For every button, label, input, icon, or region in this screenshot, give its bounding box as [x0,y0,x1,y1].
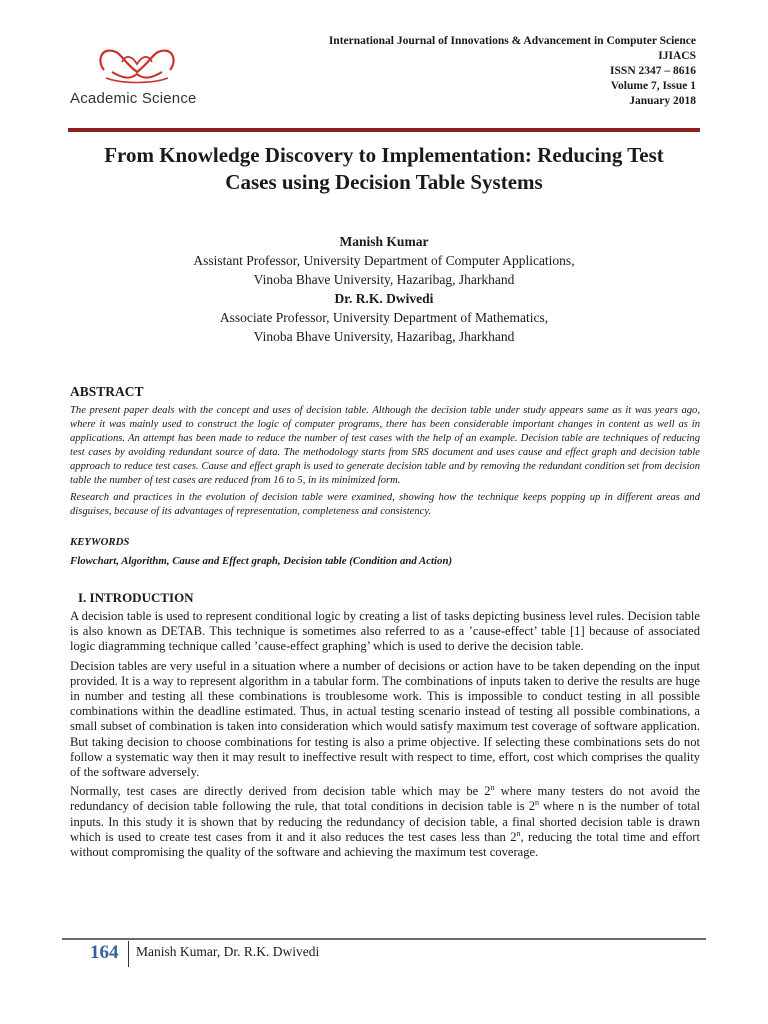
abstract-paragraph: Research and practices in the evolution of decision table were examined, showing how the technique keeps popping up in different areas and disguises, because of its advantages of representation, completeness and consistency. [70,492,700,518]
introduction-heading: I. INTRODUCTION [78,590,194,605]
journal-volume: Volume 7, Issue 1 [610,80,696,92]
author-affiliation: Associate Professor, University Department of Mathematics, [219,310,549,325]
journal-abbrev: IJIACS [658,50,696,62]
logo-text: Academic Science [70,90,197,107]
author-name: Manish Kumar [339,234,429,249]
superscript: n [490,783,495,793]
author-name: Dr. R.K. Dwivedi [334,291,434,306]
header-divider [68,128,700,132]
title-line-1: From Knowledge Discovery to Implementation: Reducing Test [104,143,664,167]
page-number: 164 [90,942,119,963]
author-institution: Vinoba Bhave University, Hazaribag, Jharkhand [253,272,515,287]
paper-title [60,142,708,196]
intro-paragraph: Decision tables are very useful in a situation where a number of decisions or action have to be taken depending on the input provided. It is a way to represent algorithm in a tabular form. The combinations of inputs taken to derive the results are huge in number and testing all these combinations is troublesome work. This is impossible to conduct testing in all possible combinations within the deadline estimated. Thus, in actual testing scenario instead of testing all possible combinations, a small subset of combination is taken into consideration which would satisfy maximum test coverage of software application. But taking decision to choose combinations for testing is also a prime objective. If selecting these combinations sets do not follow a systematic way then it may result to ineffective result with respect to time, effort, cost which comprises the quality of the software adversely. [70,658,700,780]
abstract-body [70,404,700,519]
journal-info [329,34,696,109]
superscript: n [516,828,521,838]
footer-authors: Manish Kumar, Dr. R.K. Dwivedi [136,944,320,959]
text-run: where n is the number of total inputs. In this study it is shown that by reducing the redundancy of decision table, a final shorted decision table is drawn which is used to create test cases from it and it also reduces the test cases less than 2 [70,799,700,844]
text-run: , reducing the total time and effort without compromising the quality of the software and achieving the maximum test coverage. [70,829,700,860]
footer-separator [128,941,129,967]
text-run: Normally, test cases are directly derived from decision table which may be 2 [70,784,491,799]
author-block [60,232,708,346]
abstract-paragraph: The present paper deals with the concept and uses of decision table. Although the decision table under study appears same as it was years ago, where it was mainly used to construct the logic of computer programs, there has been considerable important changes in content as well as in applications. An attempt has been made to reduce the number of test cases with the help of an example. Decision table are techniques of reducing test cases by avoiding redundant source of data. The methodology starts from SRS document and uses cause and effect graph and decision table approach to reduce test cases. Cause and effect graph is used to generate decision table and by removing the redundant condition set from decision table the number of test cases are reduced from 16 to 5, in its minimized form. [70,405,700,486]
academic-science-logo [70,42,220,112]
intro-paragraph: A decision table is used to represent conditional logic by creating a list of tasks depicting business level rules. Decision table is also known as DETAB. This technique is sometimes also referred to as a ’cause-effect’ table [1] because of associated logic diagramming technique called ’cause-effect graphing’ which is used to derive the decision table. [70,609,700,654]
keywords-text: Flowchart, Algorithm, Cause and Effect graph, Decision table (Condition and Action) [70,555,453,567]
abstract-heading: ABSTRACT [70,384,144,399]
journal-name: International Journal of Innovations & Advancement in Computer Science [328,35,696,47]
footer-divider [62,938,706,940]
logo-emblem-icon [92,42,182,84]
superscript: n [535,798,540,808]
journal-date: January 2018 [629,95,696,107]
title-line-2: Cases using Decision Table Systems [225,170,543,194]
author-institution: Vinoba Bhave University, Hazaribag, Jharkhand [253,329,515,344]
text-run: where many testers do not avoid the redundancy of decision table following the rule, that total conditions in decision table is 2 [70,784,700,814]
introduction-body [70,609,700,860]
intro-paragraph [70,784,700,860]
journal-issn: ISSN 2347 – 8616 [610,65,696,77]
keywords-heading: KEYWORDS [70,536,130,548]
author-affiliation: Assistant Professor, University Department of Computer Applications, [193,253,575,268]
